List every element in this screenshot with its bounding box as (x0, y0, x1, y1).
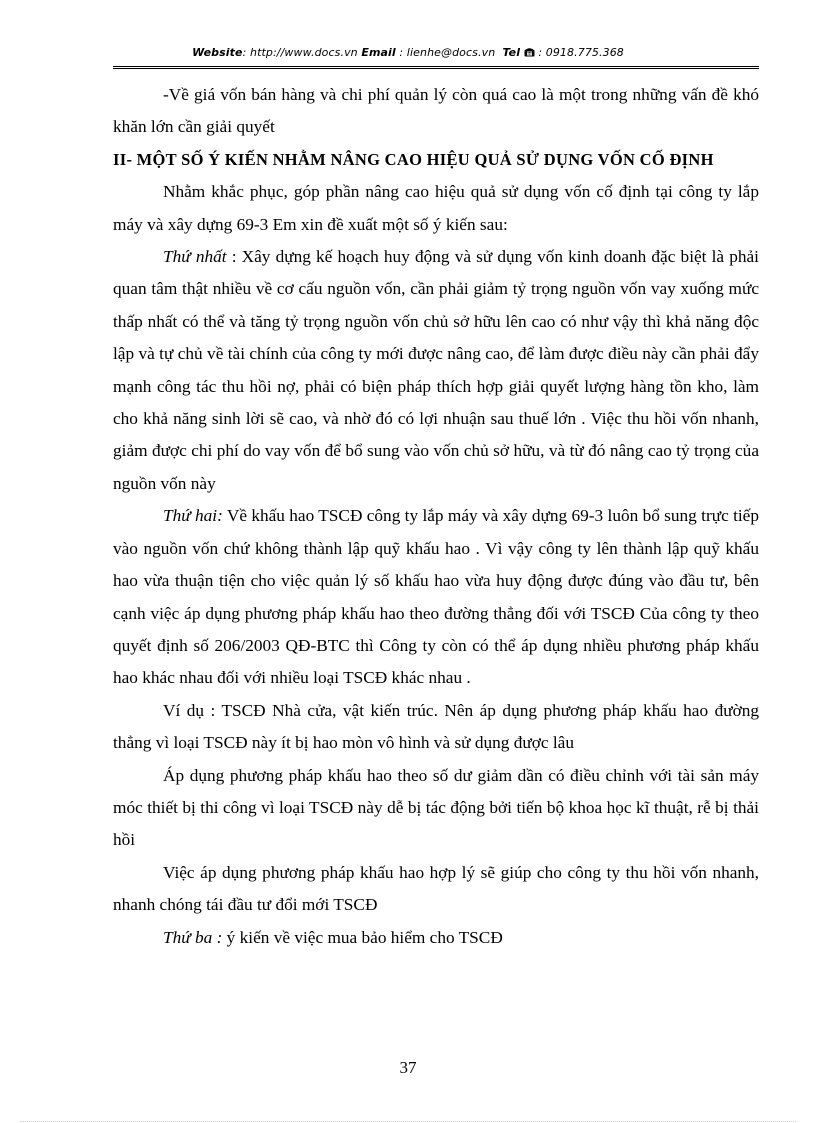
paragraph-cost-issue: -Về giá vốn bán hàng và chi phí quản lý còn quá cao là một trong những vấn đề khó khăn lớn cần giải quyết (113, 85, 759, 137)
document-body (113, 79, 759, 954)
website-label: Website (192, 46, 243, 59)
website-value: : http://www.docs.vn (242, 46, 358, 59)
paragraph-intro: Nhằm khắc phục, góp phần nâng cao hiệu quả sử dụng vốn cố định tại công ty lắp máy và xây dựng 69-3 Em xin đề xuất một số ý kiến sau: (113, 182, 759, 234)
header-rule (113, 66, 759, 67)
email-label: Email (361, 46, 396, 59)
footer-divider (20, 1121, 796, 1122)
paragraph-declining-balance: Áp dụng phương pháp khấu hao theo số dư giảm dần có điều chỉnh với tài sản máy móc thiết bị thi công vì loại TSCĐ này dễ bị tác động bởi tiến bộ khoa học kĩ thuật, rễ bị thải hồi (113, 765, 759, 850)
first-text: : Xây dựng kế hoạch huy động và sử dụng vốn kinh doanh đặc biệt là phải quan tâm thật nhiều về cơ cấu nguồn vốn, cần phải giảm tỷ trọng nguồn vốn vay xuống mức thấp nhất có thể và tăng tỷ trọng nguồn vốn chủ sở hữu lên cao có như vậy thì khả năng độc lập và tự chủ về tài chính của công ty mới được nâng cao, để làm được điều này cần phải đẩy mạnh công tác thu hồi nợ, phải có biện pháp thích hợp giải quyết lượng hàng tồn kho, làm cho khả năng sinh lời sẽ cao, và nhờ đó có lợi nhuận sau thuế lớn . Việc thu hồi vốn nhanh, giảm được chi phí do vay vốn để bổ sung vào vốn chủ sở hữu, và từ đó nâng cao tỷ trọng của nguồn vốn này (113, 247, 759, 493)
first-label: Thứ nhất (163, 247, 227, 267)
tel-label: Tel (502, 46, 521, 59)
third-text: ý kiến về việc mua bảo hiểm cho TSCĐ (222, 927, 503, 947)
paragraph-first-proposal (113, 241, 759, 500)
email-value: : lienhe@docs.vn (395, 46, 496, 59)
paragraph-third-proposal (113, 922, 759, 954)
phone-icon (524, 46, 539, 59)
paragraph-example: Ví dụ : TSCĐ Nhà cửa, vật kiến trúc. Nên áp dụng phương pháp khấu hao đường thẳng vì loại TSCĐ này ít bị hao mòn vô hình và sử dụng được lâu (113, 700, 759, 753)
paragraph-second-proposal (113, 500, 759, 694)
second-label: Thứ hai: (163, 506, 223, 526)
paragraph-benefit: Việc áp dụng phương pháp khấu hao hợp lý sẽ giúp cho công ty thu hồi vốn nhanh, nhanh chóng tái đầu tư đổi mới TSCĐ (113, 862, 759, 915)
page-header (0, 46, 816, 59)
header-rule-double (113, 68, 759, 69)
section-heading: II- MỘT SỐ Ý KIẾN NHẰM NÂNG CAO HIỆU QUẢ SỬ DỤNG VỐN CỐ ĐỊNH (113, 149, 714, 169)
tel-value: : 0918.775.368 (538, 46, 624, 59)
third-label: Thứ ba : (163, 927, 223, 947)
page-number: 37 (399, 1058, 417, 1077)
second-text: Về khấu hao TSCĐ công ty lắp máy và xây dựng 69-3 luôn bổ sung trực tiếp vào nguồn vốn chứ không thành lập quỹ khấu hao . Vì vậy công ty lên thành lập quỹ khấu hao vừa thuận tiện cho việc quản lý số khấu hao vừa huy động được đúng vào đầu tư, bên cạnh việc áp dụng phương pháp khấu hao theo đường thẳng đối với TSCĐ Của công ty theo quyết định số 206/2003 QĐ-BTC thì Công ty còn có thể áp dụng nhiều phương pháp khấu hao khác nhau đối với nhiều loại TSCĐ khác nhau . (113, 506, 759, 688)
